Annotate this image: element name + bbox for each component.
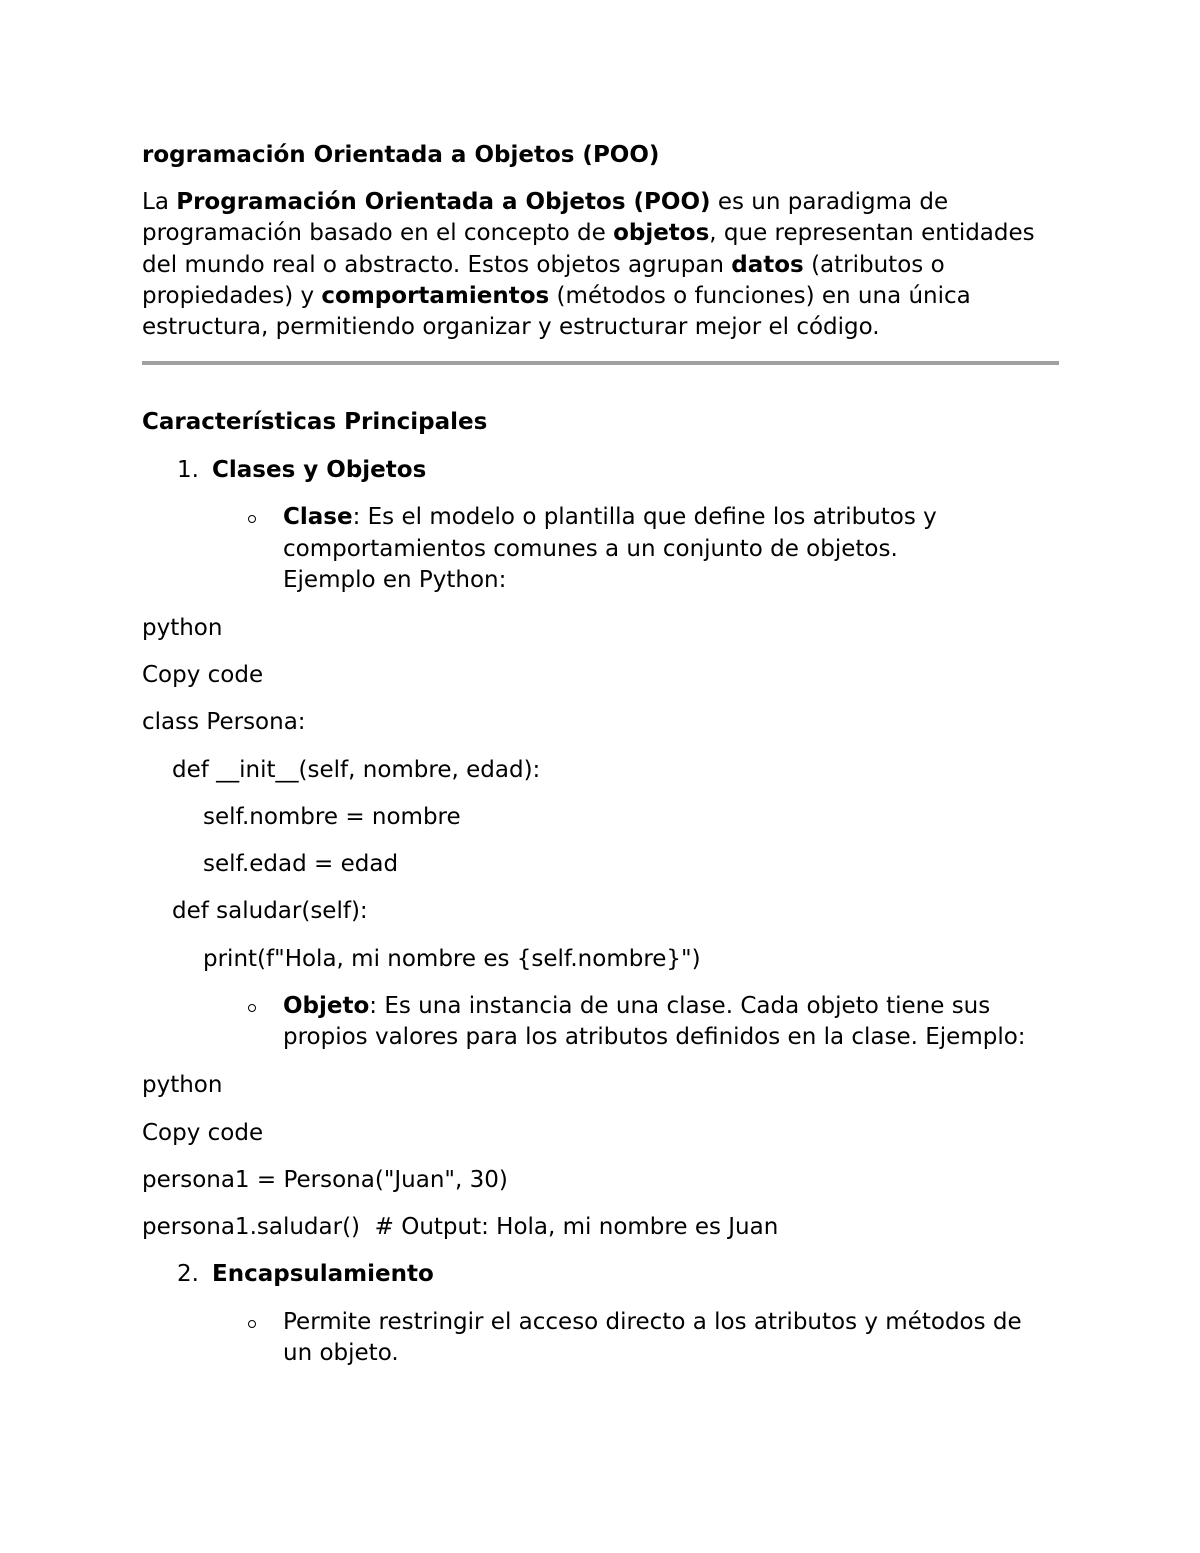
intro-bold-term: comportamientos [321, 283, 550, 309]
intro-text: La [142, 189, 177, 215]
intro-text: del mundo real o abstracto. Estos objetos agrupan [142, 252, 732, 278]
intro-bold-term: objetos [613, 220, 710, 246]
objeto-line-1 [283, 990, 990, 1022]
objeto-line-2: propios valores para los atributos definidos en la clase. Ejemplo: [283, 1024, 1026, 1050]
intro-line-5: estructura, permitiendo organizar y estructurar mejor el código. [142, 314, 880, 340]
list-item-heading: Clases y Objetos [212, 457, 427, 483]
intro-line-2 [142, 217, 1035, 249]
circle-bullet-icon [248, 1320, 256, 1328]
encapsulamiento-line-2: un objeto. [283, 1340, 399, 1366]
code-line: class Persona: [142, 709, 306, 735]
copy-code-link[interactable]: Copy code [142, 1120, 264, 1146]
intro-line-4 [142, 280, 971, 312]
list-number: 1. [177, 457, 199, 483]
intro-text: (métodos o funciones) en una única [549, 283, 971, 309]
clase-line-2: comportamientos comunes a un conjunto de objetos. [283, 536, 898, 562]
list-item-heading: Encapsulamiento [212, 1261, 434, 1287]
circle-bullet-icon [248, 515, 256, 523]
code-line: persona1.saludar() # Output: Hola, mi nombre es Juan [142, 1214, 779, 1240]
clase-line-1 [283, 501, 937, 533]
clase-line-3: Ejemplo en Python: [283, 567, 507, 593]
code-line: print(f"Hola, mi nombre es {self.nombre}") [203, 946, 701, 972]
objeto-text: : Es una instancia de una clase. Cada objeto tiene sus [369, 993, 991, 1019]
intro-text: programación basado en el concepto de [142, 220, 614, 246]
code-language-label: python [142, 615, 223, 641]
intro-line-3 [142, 249, 945, 281]
list-number: 2. [177, 1261, 199, 1287]
horizontal-divider [142, 361, 1059, 365]
intro-bold-term: datos [731, 252, 804, 278]
intro-text: es un paradigma de [710, 189, 949, 215]
clase-text: : Es el modelo o plantilla que define los atributos y [352, 504, 937, 530]
objeto-term: Objeto [283, 993, 370, 1019]
code-line: self.nombre = nombre [203, 804, 461, 830]
intro-line-1 [142, 186, 948, 218]
clase-term: Clase [283, 504, 353, 530]
copy-code-link[interactable]: Copy code [142, 662, 264, 688]
intro-text: , que representan entidades [709, 220, 1035, 246]
code-language-label: python [142, 1072, 223, 1098]
code-line: persona1 = Persona("Juan", 30) [142, 1167, 508, 1193]
intro-text: propiedades) y [142, 283, 322, 309]
code-line: self.edad = edad [203, 851, 399, 877]
intro-text: (atributos o [803, 252, 945, 278]
document-title: rogramación Orientada a Objetos (POO) [142, 142, 660, 168]
encapsulamiento-line-1: Permite restringir el acceso directo a los atributos y métodos de [283, 1309, 1022, 1335]
section-heading: Características Principales [142, 409, 488, 435]
code-line: def saludar(self): [172, 898, 368, 924]
code-line: def __init__(self, nombre, edad): [172, 757, 541, 783]
circle-bullet-icon [248, 1004, 256, 1012]
intro-bold-term: Programación Orientada a Objetos (POO) [176, 189, 711, 215]
